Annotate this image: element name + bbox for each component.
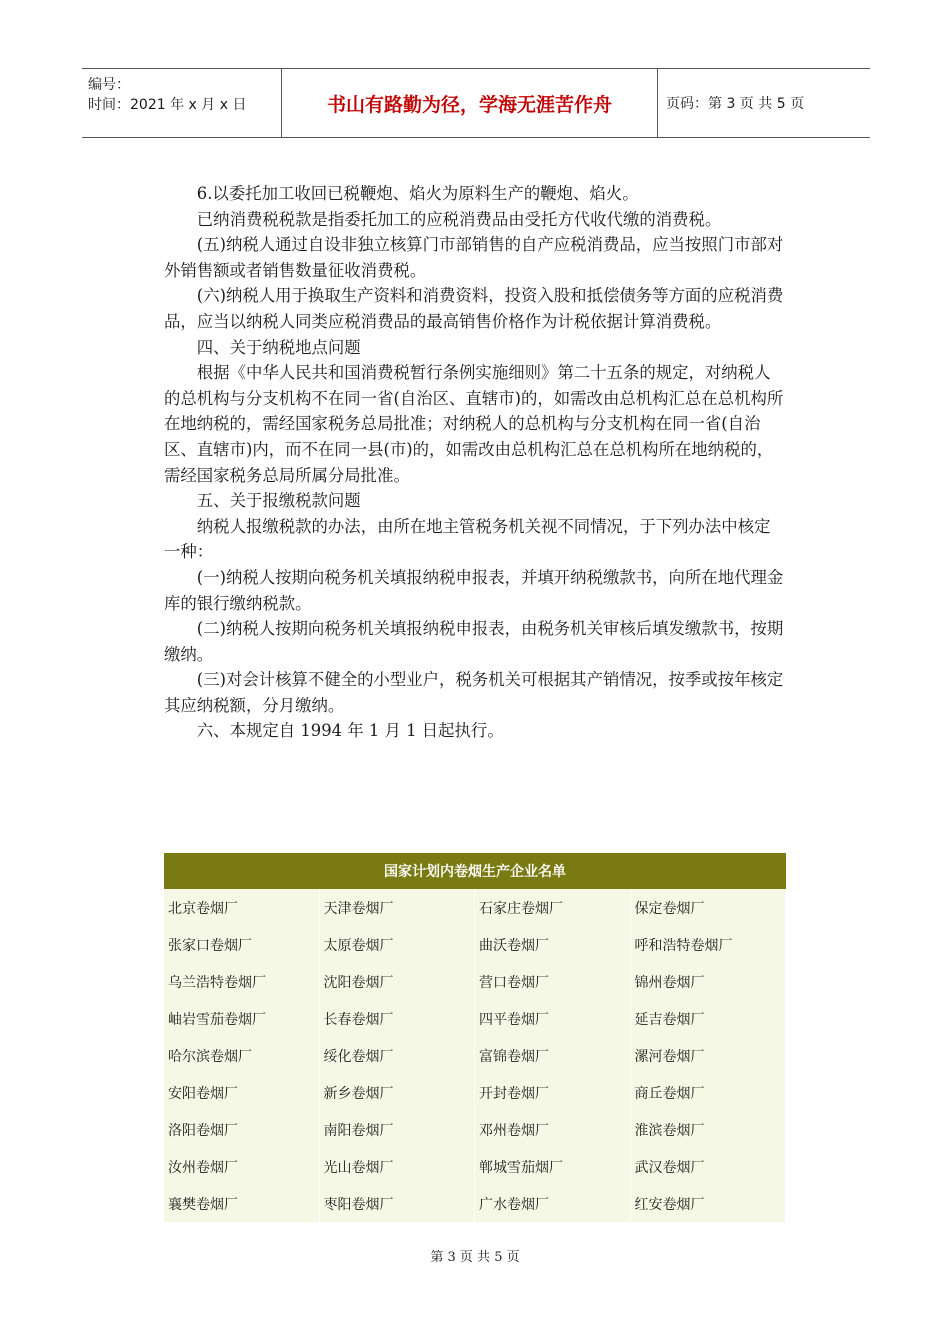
table-cell: 沈阳卷烟厂 [320, 963, 476, 1000]
table-cell: 郸城雪茄烟厂 [475, 1148, 631, 1185]
table-cell: 枣阳卷烟厂 [320, 1185, 476, 1222]
table-cell: 石家庄卷烟厂 [475, 889, 631, 926]
table-title: 国家计划内卷烟生产企业名单 [164, 853, 786, 889]
body-paragraph: (二)纳税人按期向税务机关填报纳税申报表，由税务机关审核后填发缴款书，按期缴纳。 [164, 619, 784, 664]
table-cell: 哈尔滨卷烟厂 [164, 1037, 320, 1074]
page-footer: 第 3 页 共 5 页 [430, 1250, 520, 1265]
table-cell: 太原卷烟厂 [320, 926, 476, 963]
table-cell: 保定卷烟厂 [631, 889, 787, 926]
body-paragraph: 纳税人报缴税款的办法，由所在地主管税务机关视不同情况，于下列办法中核定一种： [164, 516, 771, 562]
document-body [164, 181, 786, 744]
table-cell: 红安卷烟厂 [631, 1185, 787, 1222]
table-cell: 四平卷烟厂 [475, 1000, 631, 1037]
table-cell: 北京卷烟厂 [164, 889, 320, 926]
header-meta [82, 69, 282, 137]
table-cell: 商丘卷烟厂 [631, 1074, 787, 1111]
table-cell: 天津卷烟厂 [320, 889, 476, 926]
body-paragraph: 六、本规定自 1994 年 1 月 1 日起执行。 [196, 721, 504, 741]
body-paragraph: (六)纳税人用于换取生产资料和消费资料，投资入股和抵偿债务等方面的应税消费品，应当以纳税人同类应税消费品的最高销售价格作为计税依据计算消费税。 [164, 286, 784, 331]
table-cell: 漯河卷烟厂 [631, 1037, 787, 1074]
document-time-label: 时间：2021 年 x 月 x 日 [88, 97, 247, 113]
page-header [82, 68, 870, 138]
table-cell: 曲沃卷烟厂 [475, 926, 631, 963]
table-cell: 汝州卷烟厂 [164, 1148, 320, 1185]
table-cell: 武汉卷烟厂 [631, 1148, 787, 1185]
body-paragraph: 四、关于纳税地点问题 [196, 337, 361, 357]
body-paragraph: (三)对会计核算不健全的小型业户，税务机关可根据其产销情况，按季或按年核定其应纳税额，分月缴纳。 [164, 670, 784, 715]
table-cell: 南阳卷烟厂 [320, 1111, 476, 1148]
body-paragraph: (一)纳税人按期向税务机关填报纳税申报表，并填开纳税缴款书，向所在地代理金库的银行缴纳税款。 [164, 567, 784, 613]
table-cell: 富锦卷烟厂 [475, 1037, 631, 1074]
body-paragraph: (五)纳税人通过自设非独立核算门市部销售的自产应税消费品，应当按照门市部对外销售额或者销售数量征收消费税。 [164, 235, 784, 280]
table-cell: 绥化卷烟厂 [320, 1037, 476, 1074]
table-cell: 安阳卷烟厂 [164, 1074, 320, 1111]
body-paragraph: 已纳消费税税款是指委托加工的应税消费品由受托方代收代缴的消费税。 [196, 209, 722, 229]
table-cell: 锦州卷烟厂 [631, 963, 787, 1000]
table-cell: 岫岩雪茄卷烟厂 [164, 1000, 320, 1037]
table-cell: 延吉卷烟厂 [631, 1000, 787, 1037]
table-cell: 邓州卷烟厂 [475, 1111, 631, 1148]
body-paragraph: 6.以委托加工收回已税鞭炮、焰火为原料生产的鞭炮、焰火。 [196, 184, 639, 203]
factory-table [164, 853, 786, 1222]
body-paragraph: 五、关于报缴税款问题 [196, 491, 361, 511]
table-cell: 淮滨卷烟厂 [631, 1111, 787, 1148]
table-cell: 洛阳卷烟厂 [164, 1111, 320, 1148]
table-grid [164, 889, 786, 1222]
table-cell: 呼和浩特卷烟厂 [631, 926, 787, 963]
document-number-label: 编号： [88, 77, 130, 93]
table-cell: 广水卷烟厂 [475, 1185, 631, 1222]
table-cell: 新乡卷烟厂 [320, 1074, 476, 1111]
header-motto: 书山有路勤为径，学海无涯苦作舟 [282, 69, 658, 137]
table-cell: 长春卷烟厂 [320, 1000, 476, 1037]
body-paragraph: 根据《中华人民共和国消费税暂行条例实施细则》第二十五条的规定，对纳税人的总机构与分支机构不在同一省(自治区、直辖市)的，如需改由总机构汇总在总机构所在地纳税的，需经国家税务总局批准；对纳税人的总机构与分支机构在同一省(自治区、直辖市)内，而不在同一县(市)的，如需改由总机构汇总在总机构所在地纳税的，需经国家税务总局所属分局批准。 [164, 363, 784, 485]
header-page-label: 页码：第 3 页 共 5 页 [666, 96, 805, 112]
table-cell: 营口卷烟厂 [475, 963, 631, 1000]
table-cell: 开封卷烟厂 [475, 1074, 631, 1111]
table-cell: 光山卷烟厂 [320, 1148, 476, 1185]
table-cell: 张家口卷烟厂 [164, 926, 320, 963]
table-cell: 乌兰浩特卷烟厂 [164, 963, 320, 1000]
table-cell: 襄樊卷烟厂 [164, 1185, 320, 1222]
